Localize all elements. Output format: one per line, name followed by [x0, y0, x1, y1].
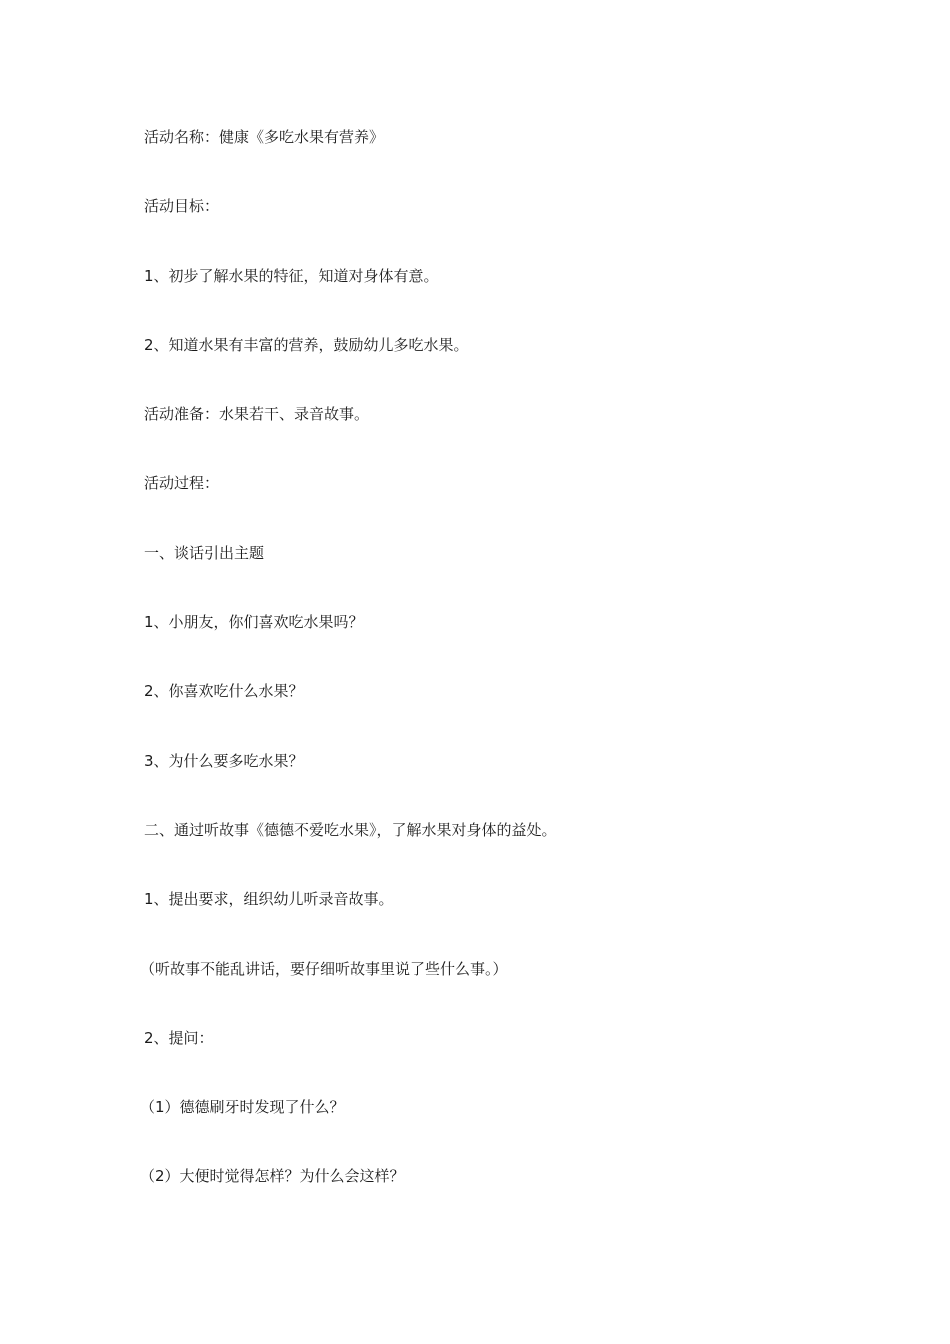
- section-1-heading: 一、谈话引出主题: [144, 543, 265, 562]
- section-2-item-1: 1、提出要求，组织幼儿听录音故事。: [144, 890, 394, 909]
- goal-item-1: 1、初步了解水果的特征，知道对身体有意。: [144, 266, 439, 285]
- section-1-item-1: 1、小朋友，你们喜欢吃水果吗？: [144, 613, 364, 632]
- section-1-item-2: 2、你喜欢吃什么水果？: [144, 682, 304, 701]
- section-2-note: （听故事不能乱讲话，要仔细听故事里说了些什么事。）: [140, 959, 508, 978]
- process-heading: 活动过程：: [144, 474, 220, 493]
- section-2-heading: 二、通过听故事《德德不爱吃水果》，了解水果对身体的益处。: [144, 820, 557, 839]
- section-2-item-2: 2、提问：: [144, 1028, 214, 1047]
- section-1-item-3: 3、为什么要多吃水果？: [144, 751, 304, 770]
- document-body: [140, 125, 824, 1234]
- goal-item-2: 2、知道水果有丰富的营养，鼓励幼儿多吃水果。: [144, 335, 469, 354]
- activity-name: 活动名称：健康《多吃水果有营养》: [144, 128, 385, 146]
- goals-heading: 活动目标：: [144, 197, 220, 216]
- question-2: （2）大便时觉得怎样？为什么会这样？: [140, 1167, 405, 1186]
- preparation-line: 活动准备：水果若干、录音故事。: [144, 405, 370, 424]
- question-1: （1）德德刷牙时发现了什么？: [140, 1098, 345, 1117]
